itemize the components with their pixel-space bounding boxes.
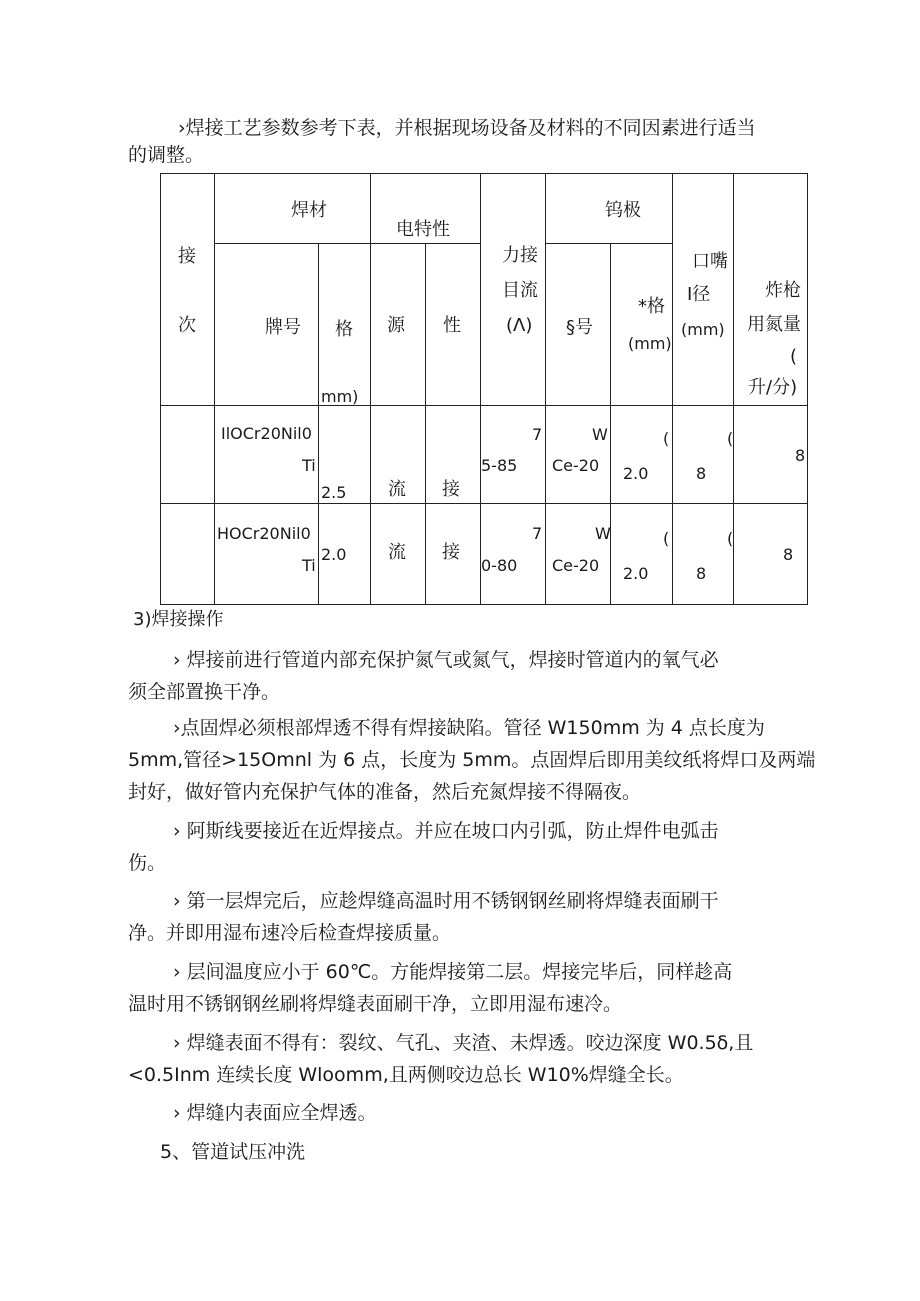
header-tungsten-unit: (mm): [628, 334, 672, 353]
row2-w-paren: (: [663, 529, 670, 548]
row2-source: 流: [388, 542, 406, 563]
row2-grade-1: HOCr20Nil0: [217, 524, 311, 543]
header-nozzle-3: (mm): [681, 320, 725, 339]
row1-polarity: 接: [442, 479, 460, 500]
row2-grade-2: Ti: [302, 556, 316, 575]
para-4-line-a: › 第一层焊完后，应趁焊缝高温时用不锈钢钢丝刷将焊缝表面刷干: [173, 890, 719, 912]
para-7: › 焊缝内表面应全焊透。: [173, 1102, 377, 1124]
row2-spec: 2.0: [321, 545, 347, 564]
row1-current-1: 7: [532, 425, 543, 444]
header-polarity: 性: [443, 315, 461, 336]
header-current-1: 力接: [502, 245, 538, 266]
section-5-heading: 5、管道试压冲洗: [160, 1141, 306, 1163]
row1-nozzle: 8: [696, 464, 707, 483]
para-3-line-a: › 阿斯线要接近在近焊接点。并应在坡口内引弧，防止焊件电弧击: [173, 820, 719, 842]
row2-w-spec: 2.0: [623, 564, 649, 583]
row1-w-model-2: Ce-20: [552, 456, 600, 475]
header-nozzle-2: I径: [687, 284, 711, 305]
para-5-line-a: › 层间温度应小于 60℃。方能焊接第二层。焊接完毕后，同样趁高: [173, 961, 733, 983]
para-2-line-a: ›点固焊必须根部焊透不得有焊接缺陷。管径 W150mm 为 4 点长度为: [173, 717, 765, 739]
row1-current-2: 5-85: [481, 456, 518, 475]
row2-w-model-1: W: [595, 524, 611, 543]
section-3-heading: 3)焊接操作: [133, 609, 224, 630]
row2-current-1: 7: [532, 524, 543, 543]
header-nozzle-1: 口嘴: [692, 251, 728, 272]
para-1-line-b: 须全部置换干净。: [128, 681, 281, 703]
row2-nozzle: 8: [696, 564, 707, 583]
para-2-line-b: 5mm,管径>15Omnl 为 6 点，长度为 5mm。点固焊后即用美纹纸将焊口及两端: [128, 749, 816, 771]
para-6-line-b: <0.5Inm 连续长度 Wloomm,且两侧咬边总长 W10%焊缝全长。: [128, 1064, 684, 1086]
row1-grade-1: IlOCr20Nil0: [221, 424, 312, 443]
header-tungsten-model: §号: [566, 317, 593, 338]
header-joint-2: 次: [178, 315, 196, 336]
header-material: 焊材: [291, 200, 327, 221]
row1-w-model-1: W: [592, 425, 608, 444]
header-gas-2: 用氮量: [747, 314, 801, 335]
header-current-3: (Λ): [506, 315, 533, 336]
header-gas-3: (: [790, 346, 798, 367]
para-2-line-c: 封好，做好管内充保护气体的准备，然后充氮焊接不得隔夜。: [128, 781, 642, 803]
header-tungsten-spec: *格: [638, 296, 665, 317]
row1-n-paren: (: [727, 429, 734, 448]
row2-polarity: 接: [442, 542, 460, 563]
para-4-line-b: 净。并即用湿布速冷后检查焊接质量。: [128, 922, 452, 944]
header-joint-1: 接: [178, 246, 196, 267]
intro-line-2: 的调整。: [128, 144, 205, 166]
header-gas-4: 升/分): [748, 377, 798, 398]
para-6-line-a: › 焊缝表面不得有：裂纹、气孔、夹渣、未焊透。咬边深度 W0.5δ,且: [173, 1032, 754, 1054]
header-current-2: 目流: [502, 280, 538, 301]
header-source: 源: [387, 315, 405, 336]
row1-w-paren: (: [663, 429, 670, 448]
header-grade: 牌号: [265, 317, 301, 338]
para-1-line-a: › 焊接前进行管道内部充保护氮气或氮气，焊接时管道内的氧气必: [173, 649, 719, 671]
header-electric: 电特性: [396, 219, 450, 240]
row2-gas: 8: [783, 545, 794, 564]
row1-source: 流: [388, 479, 406, 500]
row1-grade-2: Ti: [302, 456, 316, 475]
header-spec: 格: [335, 319, 353, 340]
row1-gas: 8: [795, 446, 806, 465]
row1-spec: 2.5: [321, 483, 347, 502]
header-gas-1: 炸枪: [765, 280, 801, 301]
header-spec-unit: mm): [321, 387, 359, 406]
row1-w-spec: 2.0: [623, 464, 649, 483]
row2-n-paren: (: [727, 529, 734, 548]
row2-w-model-2: Ce-20: [552, 556, 600, 575]
row2-current-2: 0-80: [481, 556, 518, 575]
para-5-line-b: 温时用不锈钢钢丝刷将焊缝表面刷干净，立即用湿布速冷。: [128, 993, 623, 1015]
intro-line-1: ›焊接工艺参数参考下表，并根据现场设备及材料的不同因素进行适当: [178, 117, 756, 139]
header-tungsten: 钨极: [605, 200, 641, 221]
para-3-line-b: 伤。: [128, 852, 167, 874]
